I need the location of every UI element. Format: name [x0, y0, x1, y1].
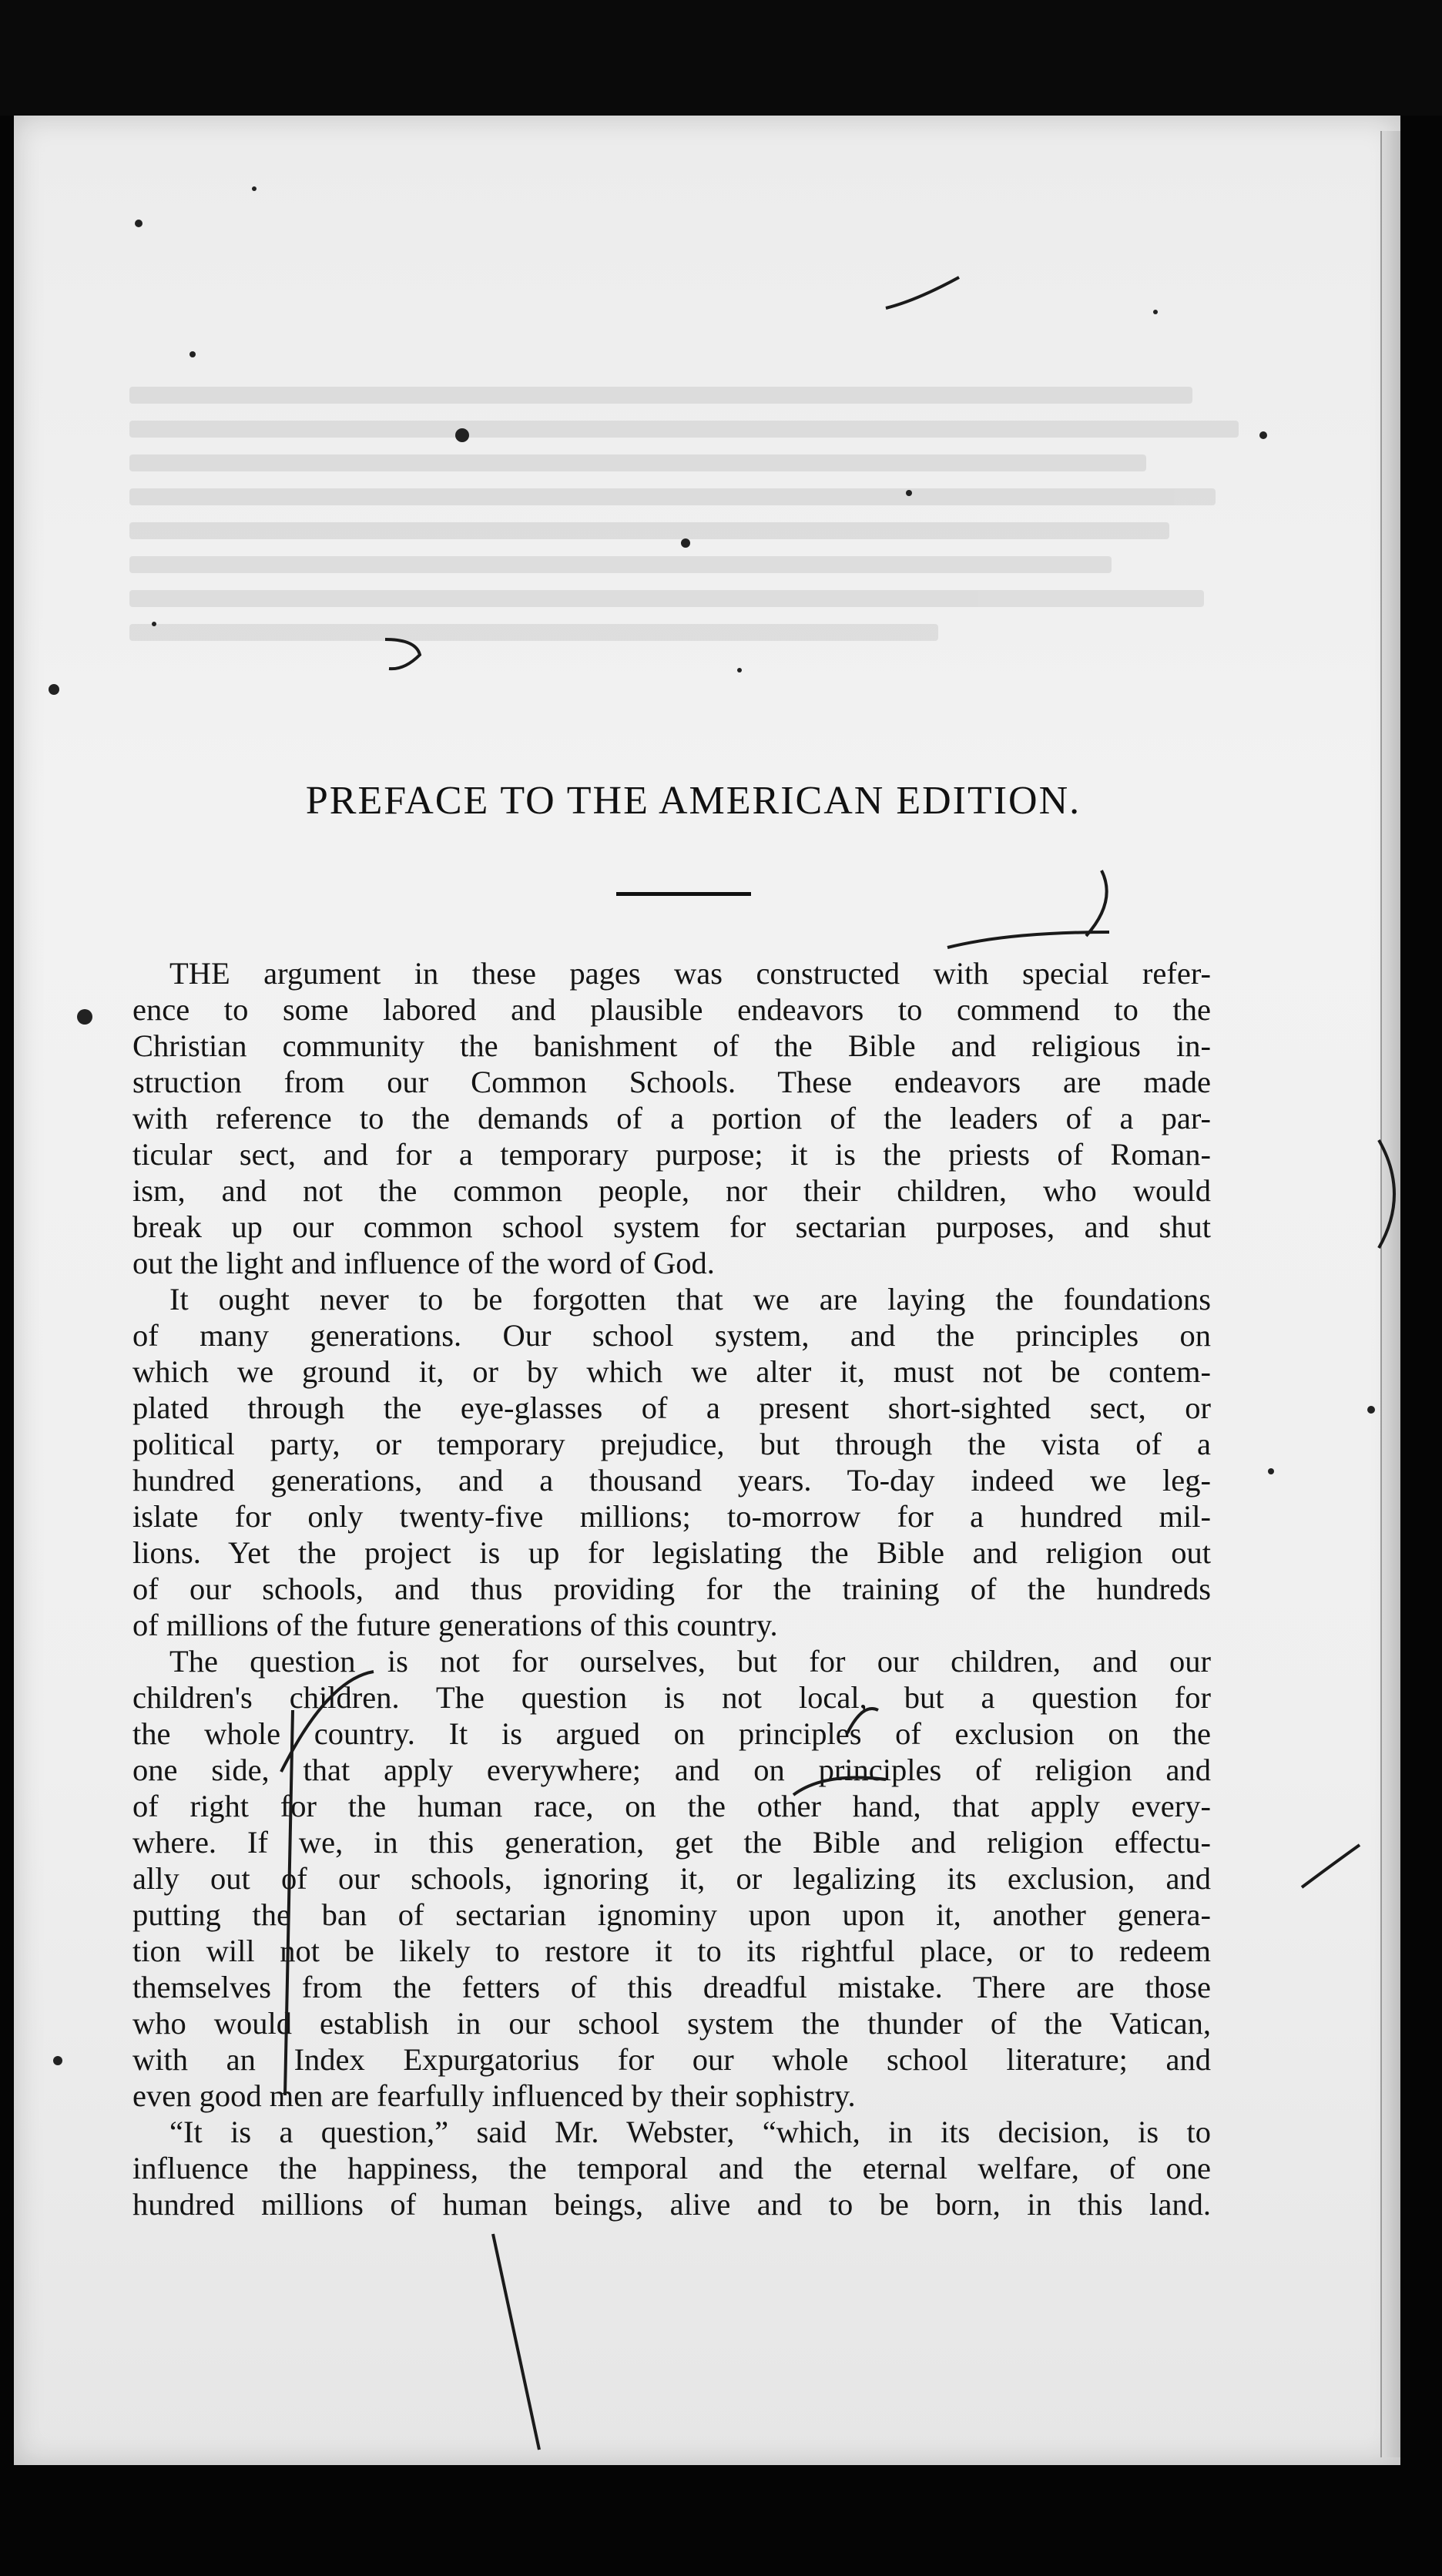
- page-title: PREFACE TO THE AMERICAN EDITION.: [305, 779, 1082, 823]
- text-line: putting the ban of sectarian ignominy upon upon it, another genera-: [132, 1897, 1211, 1932]
- text-line: themselves from the fetters of this dreadful mistake. There are those: [132, 1970, 1211, 2004]
- text-line: children's children. The question is not local, but a question for: [132, 1680, 1211, 1715]
- text-line: one side, that apply everywhere; and on principles of religion and: [132, 1753, 1211, 1787]
- text-line: hundred generations, and a thousand years. To-day indeed we leg-: [132, 1463, 1211, 1498]
- text-line: influence the happiness, the temporal and the eternal welfare, of one: [132, 2151, 1211, 2185]
- text-line: ence to some labored and plausible endeavors to commend to the: [132, 992, 1211, 1027]
- text-line: of millions of the future generations of this country.: [132, 1608, 778, 1642]
- text-line: of many generations. Our school system, and the principles on: [132, 1318, 1211, 1353]
- text-line: lions. Yet the project is up for legislating the Bible and religion out: [132, 1535, 1211, 1570]
- text-line: who would establish in our school system the thunder of the Vatican,: [132, 2006, 1211, 2041]
- scan-border-bottom: [0, 2465, 1442, 2576]
- text-line: Christian community the banishment of the Bible and religious in-: [132, 1028, 1211, 1063]
- text-line: ally out of our schools, ignoring it, or legalizing its exclusion, and: [132, 1861, 1211, 1896]
- pen-marks: [281, 277, 1394, 2450]
- text-line: ism, and not the common people, nor their children, who would: [132, 1173, 1211, 1208]
- text-line: with an Index Expurgatorius for our whole school literature; and: [132, 2042, 1211, 2077]
- text-line: break up our common school system for sectarian purposes, and shut: [132, 1209, 1211, 1244]
- text-line: plated through the eye-glasses of a present short-sighted sect, or: [132, 1390, 1211, 1425]
- text-line: hundred millions of human beings, alive and to be born, in this land.: [132, 2187, 1211, 2222]
- text-line: tion will not be likely to restore it to its rightful place, or to redeem: [132, 1934, 1211, 1968]
- text-line: political party, or temporary prejudice, but through the vista of a: [132, 1427, 1211, 1461]
- text-line: of right for the human race, on the other hand, that apply every-: [132, 1789, 1211, 1823]
- text-line: THE argument in these pages was constructed with special refer-: [169, 956, 1211, 991]
- text-line: islate for only twenty-five millions; to-morrow for a hundred mil-: [132, 1499, 1211, 1534]
- text-line: It ought never to be forgotten that we are laying the foundations: [169, 1282, 1211, 1317]
- dust-specks: [49, 186, 1375, 2065]
- text-line: the whole country. It is argued on principles of exclusion on the: [132, 1716, 1211, 1751]
- text-line: which we ground it, or by which we alter it, must not be contem-: [132, 1354, 1211, 1389]
- text-line: struction from our Common Schools. These endeavors are made: [132, 1065, 1211, 1099]
- text-line: where. If we, in this generation, get the Bible and religion effectu-: [132, 1825, 1211, 1860]
- text-line: The question is not for ourselves, but for our children, and our: [169, 1644, 1211, 1679]
- text-line: even good men are fearfully influenced by their sophistry.: [132, 2078, 856, 2113]
- text-line: of our schools, and thus providing for the training of the hundreds: [132, 1571, 1211, 1606]
- text-line: ticular sect, and for a temporary purpose; it is the priests of Roman-: [132, 1137, 1211, 1172]
- text-line: with reference to the demands of a portion of the leaders of a par-: [132, 1101, 1211, 1135]
- text-line: out the light and influence of the word of God.: [132, 1246, 715, 1280]
- text-line: “It is a question,” said Mr. Webster, “which, in its decision, is to: [169, 2115, 1211, 2149]
